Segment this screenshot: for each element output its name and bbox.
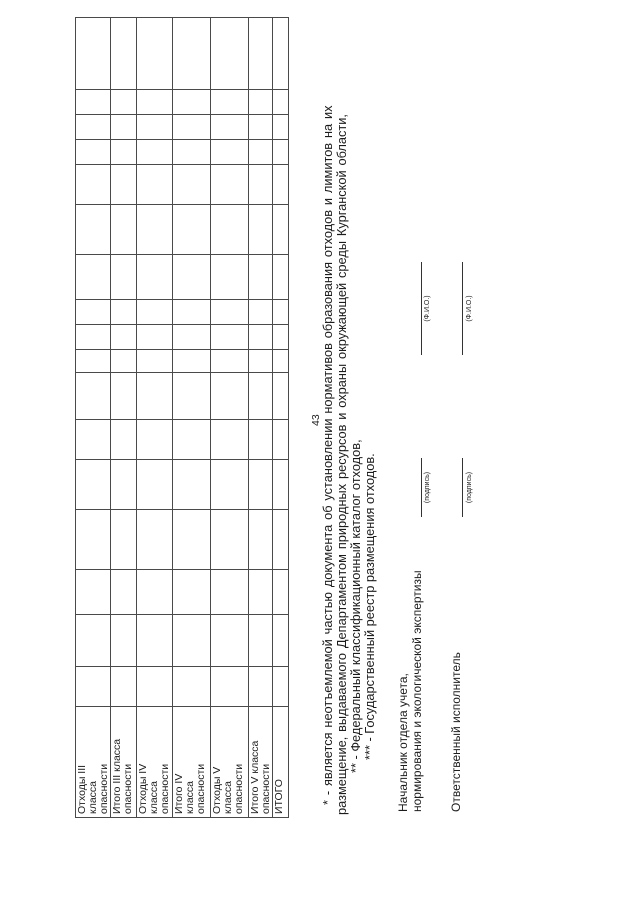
table-cell bbox=[110, 420, 136, 460]
table-cell bbox=[272, 255, 288, 300]
table-cell bbox=[172, 255, 210, 300]
page-number: 43 bbox=[310, 414, 322, 426]
table-cell bbox=[110, 140, 136, 165]
table-cell bbox=[248, 325, 272, 350]
table-cell bbox=[248, 165, 272, 205]
table-cell bbox=[136, 350, 172, 373]
table-cell bbox=[136, 667, 172, 707]
table-cell bbox=[172, 205, 210, 255]
table-cell bbox=[248, 300, 272, 325]
signatory-title: Начальник отдела учета, bbox=[396, 673, 410, 812]
table-cell bbox=[248, 460, 272, 510]
table-cell bbox=[248, 373, 272, 420]
row-label-line: Итого IV bbox=[173, 773, 185, 814]
name-caption: (Ф.И.О.) bbox=[466, 295, 473, 322]
table-cell bbox=[136, 255, 172, 300]
table-cell bbox=[210, 373, 248, 420]
table-cell bbox=[172, 18, 210, 90]
table-cell bbox=[75, 460, 110, 510]
table-row bbox=[172, 18, 210, 818]
table-cell bbox=[172, 165, 210, 205]
table-cell bbox=[75, 510, 110, 570]
table-cell bbox=[272, 165, 288, 205]
table-cell bbox=[136, 300, 172, 325]
table-cell bbox=[136, 115, 172, 140]
name-line bbox=[462, 262, 463, 355]
table-cell bbox=[172, 615, 210, 667]
footnote-line: ** - Федеральный классификационный каталог отходов, bbox=[348, 439, 363, 773]
table-cell bbox=[75, 140, 110, 165]
table-cell bbox=[272, 570, 288, 615]
table-cell bbox=[248, 570, 272, 615]
table-cell bbox=[110, 350, 136, 373]
table-cell bbox=[210, 570, 248, 615]
signature-caption: (подпись) bbox=[424, 471, 431, 504]
table-cell bbox=[172, 510, 210, 570]
row-label-line: опасности bbox=[233, 763, 245, 814]
row-label-line: опасности bbox=[260, 763, 272, 814]
table-cell bbox=[272, 300, 288, 325]
table-cell bbox=[172, 373, 210, 420]
table-cell bbox=[272, 460, 288, 510]
row-label-line: опасности bbox=[195, 763, 207, 814]
table-cell bbox=[248, 255, 272, 300]
table-cell bbox=[136, 510, 172, 570]
row-label-cell bbox=[75, 707, 110, 818]
table-cell bbox=[172, 350, 210, 373]
table-cell bbox=[110, 115, 136, 140]
table-cell bbox=[172, 115, 210, 140]
table-cell bbox=[172, 140, 210, 165]
table-row bbox=[210, 18, 248, 818]
table-cell bbox=[272, 205, 288, 255]
table-cell bbox=[110, 373, 136, 420]
table-cell bbox=[172, 420, 210, 460]
row-label-line: Итого V класса bbox=[249, 740, 261, 814]
table-cell bbox=[75, 300, 110, 325]
table-cell bbox=[272, 18, 288, 90]
table-cell bbox=[110, 570, 136, 615]
table-cell bbox=[210, 18, 248, 90]
name-caption: (Ф.И.О.) bbox=[424, 295, 431, 322]
table-cell bbox=[136, 420, 172, 460]
table-cell bbox=[210, 165, 248, 205]
waste-table bbox=[75, 17, 289, 818]
table-cell bbox=[272, 325, 288, 350]
table-cell bbox=[210, 115, 248, 140]
signature-line bbox=[462, 458, 463, 517]
row-label-cell bbox=[248, 707, 272, 818]
table-cell bbox=[248, 510, 272, 570]
table-cell bbox=[210, 325, 248, 350]
table-cell bbox=[75, 90, 110, 115]
table-cell bbox=[248, 615, 272, 667]
table-cell bbox=[75, 615, 110, 667]
table-cell bbox=[172, 325, 210, 350]
table-cell bbox=[110, 460, 136, 510]
table-cell bbox=[248, 18, 272, 90]
signatory-title: Ответственный исполнитель bbox=[449, 652, 463, 812]
table-row bbox=[75, 18, 110, 818]
table-cell bbox=[248, 205, 272, 255]
table-cell bbox=[75, 165, 110, 205]
row-label-line: опасности bbox=[122, 763, 134, 814]
table-cell bbox=[110, 667, 136, 707]
table-cell bbox=[248, 115, 272, 140]
row-label-cell bbox=[136, 707, 172, 818]
row-label-line: Отходы IV bbox=[137, 763, 149, 814]
table-cell bbox=[75, 18, 110, 90]
table-cell bbox=[248, 420, 272, 460]
table-cell bbox=[110, 325, 136, 350]
row-label-line: опасности bbox=[159, 763, 171, 814]
row-label-cell bbox=[210, 707, 248, 818]
table-cell bbox=[110, 615, 136, 667]
signature-line bbox=[421, 458, 422, 517]
row-label-line: Отходы III bbox=[76, 764, 88, 814]
table-cell bbox=[75, 420, 110, 460]
table-cell bbox=[272, 140, 288, 165]
row-label-cell bbox=[272, 707, 288, 818]
table-cell bbox=[136, 615, 172, 667]
table-cell bbox=[75, 255, 110, 300]
row-label-line: класса bbox=[184, 780, 196, 814]
table-row bbox=[272, 18, 288, 818]
table-cell bbox=[210, 667, 248, 707]
table-cell bbox=[272, 615, 288, 667]
table-cell bbox=[75, 570, 110, 615]
table-cell bbox=[110, 510, 136, 570]
table-cell bbox=[272, 420, 288, 460]
table-cell bbox=[172, 570, 210, 615]
signatory-title: нормирования и экологической экспертизы bbox=[410, 570, 424, 812]
table-cell bbox=[210, 205, 248, 255]
signature-caption: (подпись) bbox=[466, 471, 473, 504]
table-cell bbox=[210, 140, 248, 165]
table-cell bbox=[248, 667, 272, 707]
table-cell bbox=[110, 255, 136, 300]
footnote-line: * - является неотъемлемой частью документа об установлении нормативов образования отходов и лимитов на их bbox=[320, 105, 335, 805]
table-cell bbox=[248, 350, 272, 373]
table-cell bbox=[75, 205, 110, 255]
table-cell bbox=[172, 667, 210, 707]
table-cell bbox=[172, 460, 210, 510]
table-cell bbox=[272, 667, 288, 707]
table-cell bbox=[172, 300, 210, 325]
table-cell bbox=[110, 205, 136, 255]
table-cell bbox=[136, 373, 172, 420]
table-cell bbox=[272, 90, 288, 115]
table-cell bbox=[172, 90, 210, 115]
table-cell bbox=[210, 420, 248, 460]
table-cell bbox=[272, 350, 288, 373]
table-cell bbox=[110, 300, 136, 325]
table-cell bbox=[75, 115, 110, 140]
table-cell bbox=[272, 510, 288, 570]
table-cell bbox=[210, 460, 248, 510]
row-label-line: класса bbox=[222, 780, 234, 814]
footnote-line: размещение, выдаваемого Департаментом природных ресурсов и охраны окружающей среды Курганской области, bbox=[334, 114, 349, 815]
footnote-line: *** - Государственный реестр размещения отходов. bbox=[362, 453, 377, 760]
table-cell bbox=[75, 667, 110, 707]
table-row bbox=[110, 18, 136, 818]
table-cell bbox=[136, 205, 172, 255]
row-label-line: Отходы V bbox=[211, 766, 223, 814]
table-cell bbox=[136, 570, 172, 615]
row-label-line: класса bbox=[148, 780, 160, 814]
table-cell bbox=[136, 18, 172, 90]
table-cell bbox=[210, 300, 248, 325]
table-cell bbox=[75, 350, 110, 373]
table-cell bbox=[136, 140, 172, 165]
row-label-line: Итого III класса bbox=[111, 738, 123, 814]
table-cell bbox=[136, 165, 172, 205]
table-cell bbox=[75, 373, 110, 420]
row-label-line: опасности bbox=[98, 763, 110, 814]
table-cell bbox=[110, 165, 136, 205]
row-label-line: ИТОГО bbox=[273, 779, 285, 814]
table-cell bbox=[210, 255, 248, 300]
table-cell bbox=[272, 373, 288, 420]
row-label-cell bbox=[172, 707, 210, 818]
table-cell bbox=[210, 510, 248, 570]
table-cell bbox=[136, 325, 172, 350]
table-cell bbox=[110, 18, 136, 90]
row-label-cell bbox=[110, 707, 136, 818]
table-cell bbox=[210, 90, 248, 115]
table-cell bbox=[136, 90, 172, 115]
table-cell bbox=[272, 115, 288, 140]
table-cell bbox=[136, 460, 172, 510]
name-line bbox=[421, 262, 422, 355]
row-label-line: класса bbox=[87, 780, 99, 814]
table-row bbox=[136, 18, 172, 818]
table-row bbox=[248, 18, 272, 818]
table-cell bbox=[210, 615, 248, 667]
table-cell bbox=[210, 350, 248, 373]
table-cell bbox=[110, 90, 136, 115]
table-cell bbox=[75, 325, 110, 350]
table-cell bbox=[248, 90, 272, 115]
table-cell bbox=[248, 140, 272, 165]
